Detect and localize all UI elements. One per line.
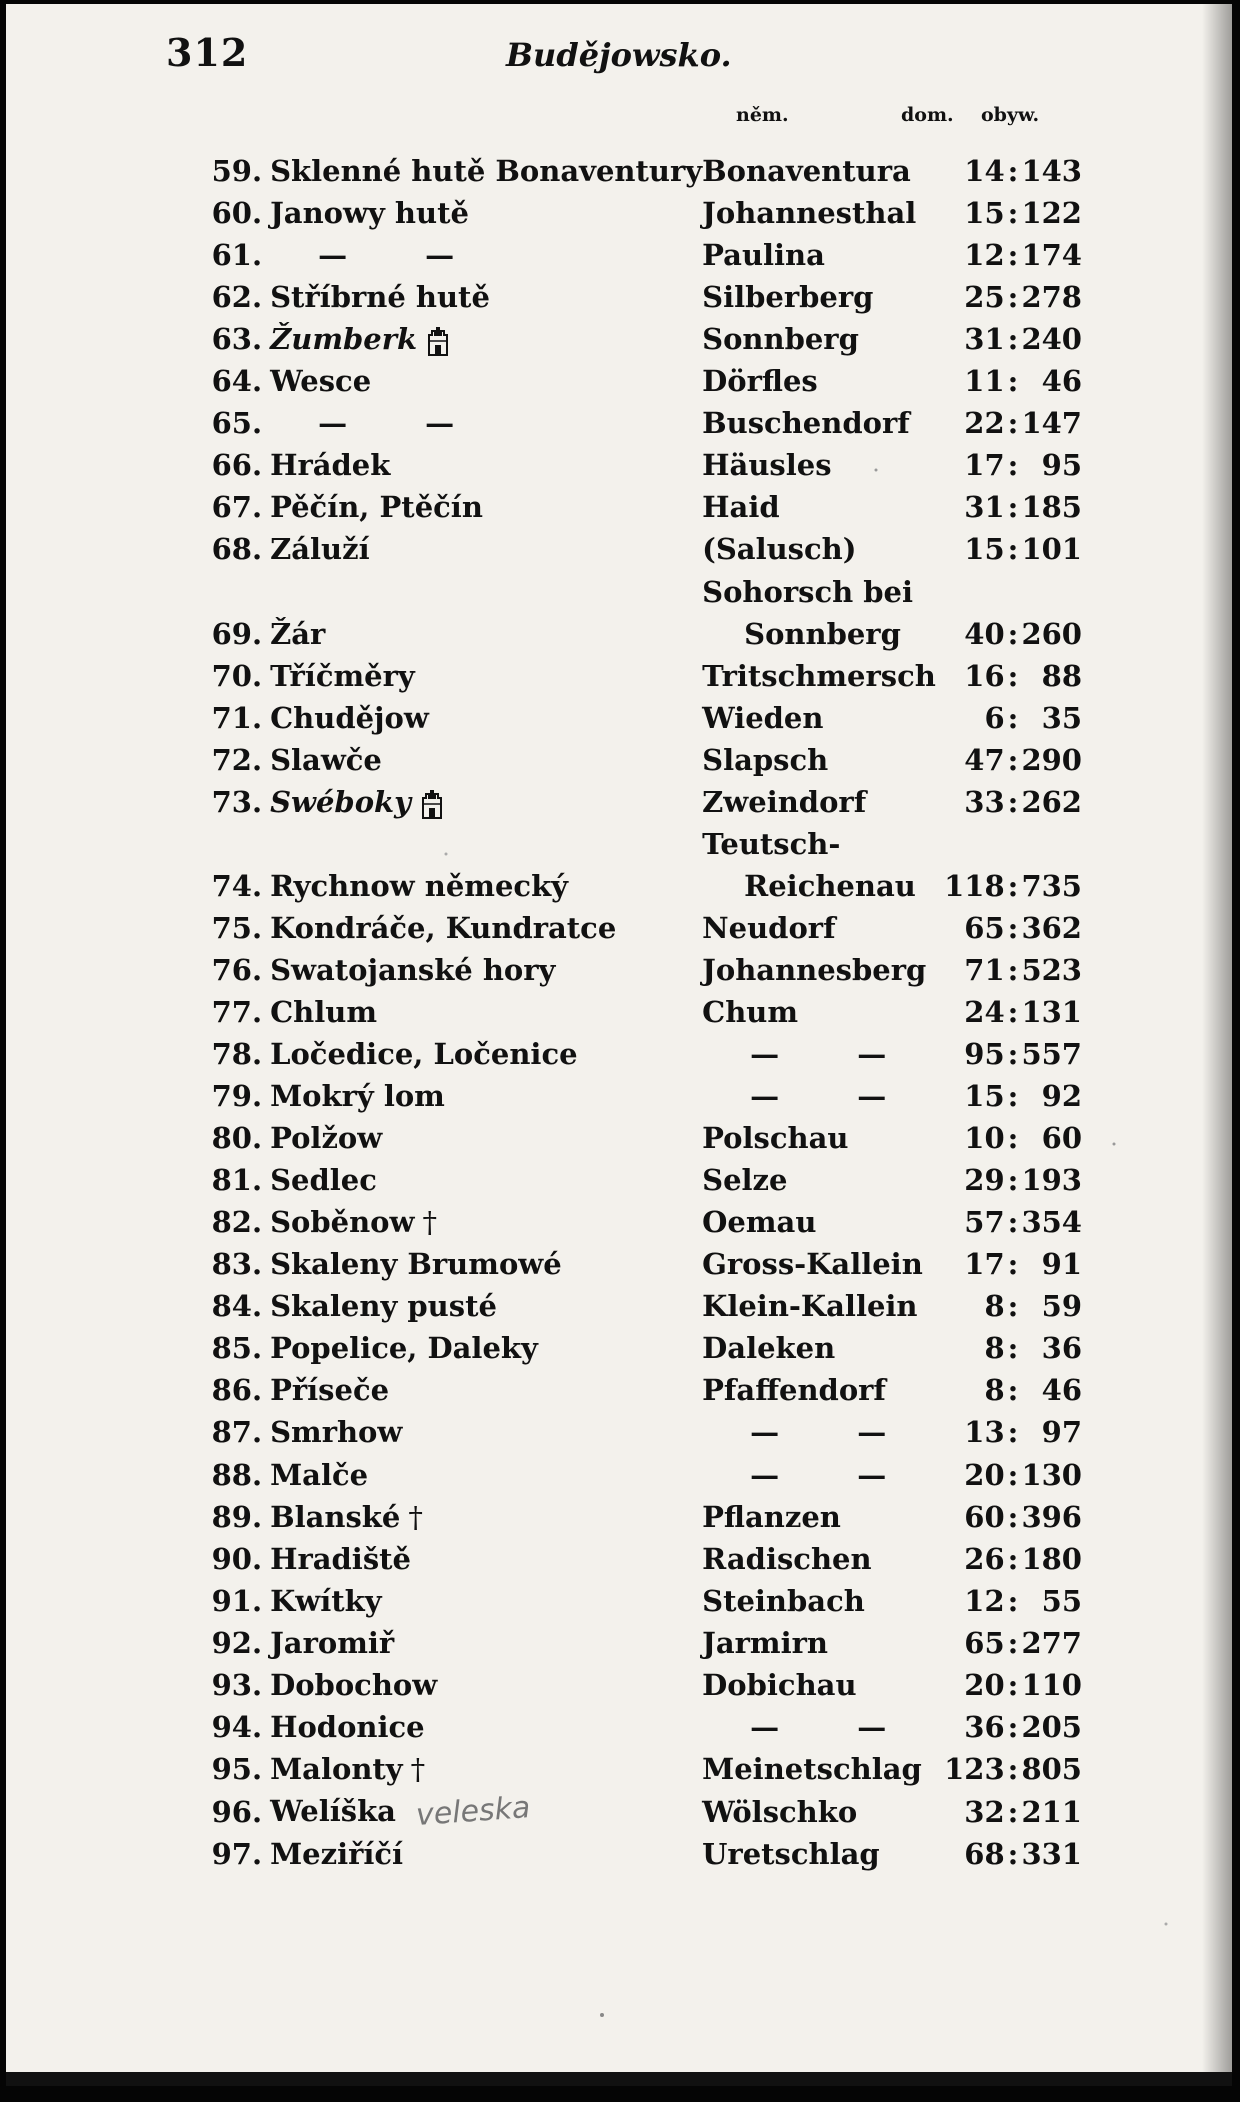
- separator: :: [1007, 1289, 1019, 1324]
- german-name: Meinetschlag: [702, 1751, 922, 1786]
- entry-number: 66.: [211, 448, 263, 483]
- separator: :: [1007, 1709, 1019, 1744]
- entry-number: 92.: [211, 1625, 263, 1660]
- inhabitant-count: 211: [1021, 1794, 1082, 1829]
- column-header-german: něm.: [736, 104, 789, 126]
- separator: :: [1007, 322, 1019, 357]
- german-name: Jarmirn: [702, 1625, 828, 1660]
- german-name: Klein-Kallein: [702, 1289, 918, 1324]
- entry-number: 61.: [211, 238, 263, 273]
- german-name: Sonnberg: [702, 322, 859, 357]
- german-name: Johannesberg: [702, 952, 927, 987]
- house-count: 65: [964, 910, 1005, 945]
- house-count: 17: [964, 1247, 1005, 1282]
- separator: :: [1007, 868, 1019, 903]
- inhabitant-count: 36: [1041, 1331, 1082, 1366]
- entry-number: 78.: [211, 1037, 263, 1072]
- entry-number: 81.: [211, 1163, 263, 1198]
- house-count: 15: [964, 196, 1005, 231]
- separator: :: [1007, 490, 1019, 525]
- separator: :: [1007, 1163, 1019, 1198]
- separator: :: [1007, 1583, 1019, 1618]
- inhabitant-count: 180: [1021, 1541, 1082, 1576]
- separator: :: [1007, 1415, 1019, 1450]
- house-count: 15: [964, 532, 1005, 567]
- inhabitant-count: 110: [1021, 1667, 1082, 1702]
- book-page: [6, 4, 1232, 2086]
- inhabitant-count: 88: [1041, 658, 1082, 693]
- entry-number: 77.: [211, 994, 263, 1029]
- house-count: 16: [964, 658, 1005, 693]
- entry-number: 87.: [211, 1415, 263, 1450]
- entry-number: 82.: [211, 1205, 263, 1240]
- czech-name: Jaromiř: [270, 1625, 395, 1660]
- inhabitant-count: 278: [1021, 280, 1082, 315]
- inhabitant-count: 331: [1021, 1836, 1082, 1871]
- separator: :: [1007, 994, 1019, 1029]
- czech-name: Sklenné hutě Bonaventury: [270, 154, 703, 189]
- entry-number: 69.: [211, 616, 263, 651]
- separator: :: [1007, 1247, 1019, 1282]
- entry-number: 80.: [211, 1121, 263, 1156]
- entry-number: 83.: [211, 1247, 263, 1282]
- separator: :: [1007, 406, 1019, 441]
- inhabitant-count: 240: [1021, 322, 1082, 357]
- entry-number: 93.: [211, 1667, 263, 1702]
- german-name: — —: [750, 1037, 921, 1072]
- inhabitant-count: 91: [1041, 1247, 1082, 1282]
- czech-name: Kondráče, Kundratce: [270, 910, 617, 945]
- czech-name: Žumberk: [270, 322, 418, 357]
- czech-name: Malonty: [270, 1751, 403, 1786]
- separator: :: [1007, 1205, 1019, 1240]
- entry-number: 65.: [211, 406, 263, 441]
- inhabitant-count: 290: [1021, 742, 1082, 777]
- german-name-line1: Teutsch-: [702, 826, 841, 861]
- entry-number: 90.: [211, 1541, 263, 1576]
- inhabitant-count: 92: [1041, 1079, 1082, 1114]
- handwritten-note: veleska: [414, 1789, 532, 1833]
- separator: :: [1007, 1751, 1019, 1786]
- house-count: 47: [964, 742, 1005, 777]
- inhabitant-count: 46: [1041, 1373, 1082, 1408]
- separator: :: [1007, 1667, 1019, 1702]
- german-name: Silberberg: [702, 280, 874, 315]
- german-name: Wölschko: [702, 1794, 858, 1829]
- inhabitant-count: 277: [1021, 1625, 1082, 1660]
- inhabitant-count: 46: [1041, 364, 1082, 399]
- house-count: 15: [964, 1079, 1005, 1114]
- entry-number: 71.: [211, 700, 263, 735]
- entry-number: 76.: [211, 952, 263, 987]
- separator: :: [1007, 1457, 1019, 1492]
- german-name: — —: [750, 1079, 921, 1114]
- separator: :: [1007, 700, 1019, 735]
- german-name: Dörfles: [702, 364, 818, 399]
- house-count: 65: [964, 1625, 1005, 1660]
- czech-name: Ločedice, Ločenice: [270, 1037, 578, 1072]
- house-count: 8: [984, 1289, 1005, 1324]
- entry-number: 60.: [211, 196, 263, 231]
- inhabitant-count: 735: [1021, 868, 1082, 903]
- german-name: Reichenau: [744, 868, 916, 903]
- entry-number: 70.: [211, 658, 263, 693]
- inhabitant-count: 262: [1021, 784, 1082, 819]
- german-name: Pfaffendorf: [702, 1373, 886, 1408]
- entry-number: 67.: [211, 490, 263, 525]
- house-count: 71: [964, 952, 1005, 987]
- separator: :: [1007, 364, 1019, 399]
- czech-name: Welíška: [270, 1793, 396, 1828]
- german-name: Uretschlag: [702, 1836, 880, 1871]
- column-header-houses: dom.: [901, 104, 954, 126]
- inhabitant-count: 193: [1021, 1163, 1082, 1198]
- czech-name: Meziříčí: [270, 1836, 404, 1871]
- czech-name: Soběnow: [270, 1205, 415, 1240]
- cross-icon: †: [408, 1499, 423, 1534]
- german-name: Häusles: [702, 448, 832, 483]
- czech-name: Smrhow: [270, 1415, 403, 1450]
- german-name: Neudorf: [702, 910, 836, 945]
- separator: :: [1007, 448, 1019, 483]
- cross-icon: †: [422, 1205, 437, 1240]
- entry-number: 85.: [211, 1331, 263, 1366]
- inhabitant-count: 59: [1041, 1289, 1082, 1324]
- german-name: Radischen: [702, 1541, 872, 1576]
- german-name: Sonnberg: [744, 616, 901, 651]
- house-count: 36: [964, 1709, 1005, 1744]
- inhabitant-count: 354: [1021, 1205, 1082, 1240]
- separator: :: [1007, 280, 1019, 315]
- inhabitant-count: 362: [1021, 910, 1082, 945]
- czech-name: Sedlec: [270, 1163, 377, 1198]
- separator: :: [1007, 742, 1019, 777]
- house-count: 11: [964, 364, 1005, 399]
- german-name: Dobichau: [702, 1667, 857, 1702]
- inhabitant-count: 55: [1041, 1583, 1082, 1618]
- czech-name: Kwítky: [270, 1583, 382, 1618]
- separator: :: [1007, 196, 1019, 231]
- separator: :: [1007, 1121, 1019, 1156]
- entry-number: 74.: [211, 868, 263, 903]
- separator: :: [1007, 1037, 1019, 1072]
- separator: :: [1007, 1836, 1019, 1871]
- czech-name: Tříčměry: [270, 658, 415, 693]
- czech-name: Pěčín, Ptěčín: [270, 490, 483, 525]
- inhabitant-count: 805: [1021, 1751, 1082, 1786]
- german-name: Buschendorf: [702, 406, 910, 441]
- separator: :: [1007, 616, 1019, 651]
- inhabitant-count: 97: [1041, 1415, 1082, 1450]
- inhabitant-count: 396: [1021, 1499, 1082, 1534]
- czech-name: Rychnow německý: [270, 868, 569, 903]
- house-count: 123: [944, 1751, 1005, 1786]
- separator: :: [1007, 1079, 1019, 1114]
- czech-name: Hodonice: [270, 1709, 425, 1744]
- german-name: Pflanzen: [702, 1499, 841, 1534]
- inhabitant-count: 174: [1021, 238, 1082, 273]
- inhabitant-count: 60: [1041, 1121, 1082, 1156]
- entry-number: 84.: [211, 1289, 263, 1324]
- inhabitant-count: 35: [1041, 700, 1082, 735]
- house-count: 31: [964, 322, 1005, 357]
- paper-specks: [6, 4, 1232, 2086]
- czech-name: Blanské: [270, 1499, 401, 1534]
- inhabitant-count: 131: [1021, 994, 1082, 1029]
- entry-number: 97.: [211, 1836, 263, 1871]
- entry-number: 62.: [211, 280, 263, 315]
- separator: :: [1007, 658, 1019, 693]
- german-name: Paulina: [702, 238, 825, 273]
- house-count: 60: [964, 1499, 1005, 1534]
- czech-name: Slawče: [270, 742, 382, 777]
- entry-number: 79.: [211, 1079, 263, 1114]
- czech-name: Swatojanské hory: [270, 952, 556, 987]
- entry-number: 68.: [211, 532, 263, 567]
- czech-name: Hradiště: [270, 1541, 411, 1576]
- inhabitant-count: 205: [1021, 1709, 1082, 1744]
- separator: :: [1007, 1499, 1019, 1534]
- czech-name: Dobochow: [270, 1667, 438, 1702]
- german-name: Bonaventura: [702, 154, 911, 189]
- entry-number: 63.: [211, 322, 263, 357]
- house-count: 33: [964, 784, 1005, 819]
- german-name: Johannesthal: [702, 196, 917, 231]
- german-name: Zweindorf: [702, 784, 867, 819]
- inhabitant-count: 185: [1021, 490, 1082, 525]
- house-count: 22: [964, 406, 1005, 441]
- german-name: Chum: [702, 994, 799, 1029]
- german-name: Oemau: [702, 1205, 817, 1240]
- house-count: 29: [964, 1163, 1005, 1198]
- inhabitant-count: 143: [1021, 154, 1082, 189]
- separator: :: [1007, 1794, 1019, 1829]
- czech-name: Příseče: [270, 1373, 390, 1408]
- german-name: — —: [750, 1709, 921, 1744]
- entry-number: 88.: [211, 1457, 263, 1492]
- german-name: Daleken: [702, 1331, 836, 1366]
- czech-name: Skaleny Brumowé: [270, 1247, 562, 1282]
- cross-icon: †: [410, 1751, 426, 1786]
- czech-name: Wesce: [270, 364, 372, 399]
- czech-name: Popelice, Daleky: [270, 1331, 538, 1366]
- czech-name: Chlum: [270, 994, 378, 1029]
- german-name: Gross-Kallein: [702, 1247, 923, 1282]
- house-count: 20: [964, 1667, 1005, 1702]
- separator: :: [1007, 1331, 1019, 1366]
- inhabitant-count: 130: [1021, 1457, 1082, 1492]
- german-name: — —: [750, 1415, 921, 1450]
- house-count: 6: [984, 700, 1005, 735]
- separator: :: [1007, 952, 1019, 987]
- german-name: Polschau: [702, 1121, 849, 1156]
- inhabitant-count: 557: [1021, 1037, 1082, 1072]
- inhabitant-count: 122: [1021, 196, 1082, 231]
- inhabitant-count: 101: [1021, 532, 1082, 567]
- house-count: 57: [964, 1205, 1005, 1240]
- entry-number: 95.: [211, 1751, 263, 1786]
- separator: :: [1007, 910, 1019, 945]
- entry-number: 96.: [211, 1794, 263, 1829]
- house-count: 8: [984, 1331, 1005, 1366]
- separator: :: [1007, 1625, 1019, 1660]
- house-count: 13: [964, 1415, 1005, 1450]
- german-name: Slapsch: [702, 742, 829, 777]
- house-count: 8: [984, 1373, 1005, 1408]
- house-count: 40: [964, 616, 1005, 651]
- house-count: 32: [964, 1794, 1005, 1829]
- czech-name: — —: [318, 238, 489, 273]
- entry-number: 94.: [211, 1709, 263, 1744]
- separator: :: [1007, 784, 1019, 819]
- entry-number: 73.: [211, 784, 263, 819]
- czech-name: — —: [318, 406, 489, 441]
- german-name: — —: [750, 1457, 921, 1492]
- page-number: 312: [166, 30, 249, 75]
- german-name: (Salusch): [702, 532, 857, 567]
- house-count: 10: [964, 1121, 1005, 1156]
- house-count: 25: [964, 280, 1005, 315]
- czech-name: Polžow: [270, 1121, 383, 1156]
- entry-number: 59.: [211, 154, 263, 189]
- german-name: Haid: [702, 490, 780, 525]
- house-count: 12: [964, 1583, 1005, 1618]
- german-name: Tritschmersch: [702, 658, 936, 693]
- separator: :: [1007, 532, 1019, 567]
- house-count: 118: [944, 868, 1005, 903]
- running-title: Budějowsko.: [506, 36, 732, 74]
- house-count: 68: [964, 1836, 1005, 1871]
- czech-name: Swéboky: [270, 784, 411, 819]
- german-name: Selze: [702, 1163, 788, 1198]
- czech-name: Žár: [270, 616, 326, 651]
- german-name: Steinbach: [702, 1583, 865, 1618]
- czech-name: Mokrý lom: [270, 1079, 445, 1114]
- house-count: 12: [964, 238, 1005, 273]
- separator: :: [1007, 1541, 1019, 1576]
- czech-name: Hrádek: [270, 448, 391, 483]
- inhabitant-count: 523: [1021, 952, 1082, 987]
- separator: :: [1007, 238, 1019, 273]
- entry-number: 91.: [211, 1583, 263, 1618]
- entry-number: 89.: [211, 1499, 263, 1534]
- inhabitant-count: 147: [1021, 406, 1082, 441]
- house-count: 20: [964, 1457, 1005, 1492]
- inhabitant-count: 95: [1041, 448, 1082, 483]
- czech-name: Chudějow: [270, 700, 429, 735]
- czech-name: Stříbrné hutě: [270, 280, 490, 315]
- entry-number: 86.: [211, 1373, 263, 1408]
- scan-bottom-edge: [6, 2072, 1232, 2086]
- separator: :: [1007, 154, 1019, 189]
- german-name-line1: Sohorsch bei: [702, 574, 914, 609]
- house-count: 26: [964, 1541, 1005, 1576]
- house-count: 95: [964, 1037, 1005, 1072]
- czech-name: Skaleny pusté: [270, 1289, 497, 1324]
- house-count: 14: [964, 154, 1005, 189]
- entry-number: 64.: [211, 364, 263, 399]
- czech-name: Záluží: [270, 532, 370, 567]
- column-header-inhabitants: obyw.: [981, 104, 1040, 126]
- german-name: Wieden: [702, 700, 824, 735]
- entry-number: 75.: [211, 910, 263, 945]
- house-count: 24: [964, 994, 1005, 1029]
- czech-name: Janowy hutě: [270, 196, 469, 231]
- house-count: 17: [964, 448, 1005, 483]
- inhabitant-count: 260: [1021, 616, 1082, 651]
- czech-name: Malče: [270, 1457, 369, 1492]
- house-count: 31: [964, 490, 1005, 525]
- entry-number: 72.: [211, 742, 263, 777]
- separator: :: [1007, 1373, 1019, 1408]
